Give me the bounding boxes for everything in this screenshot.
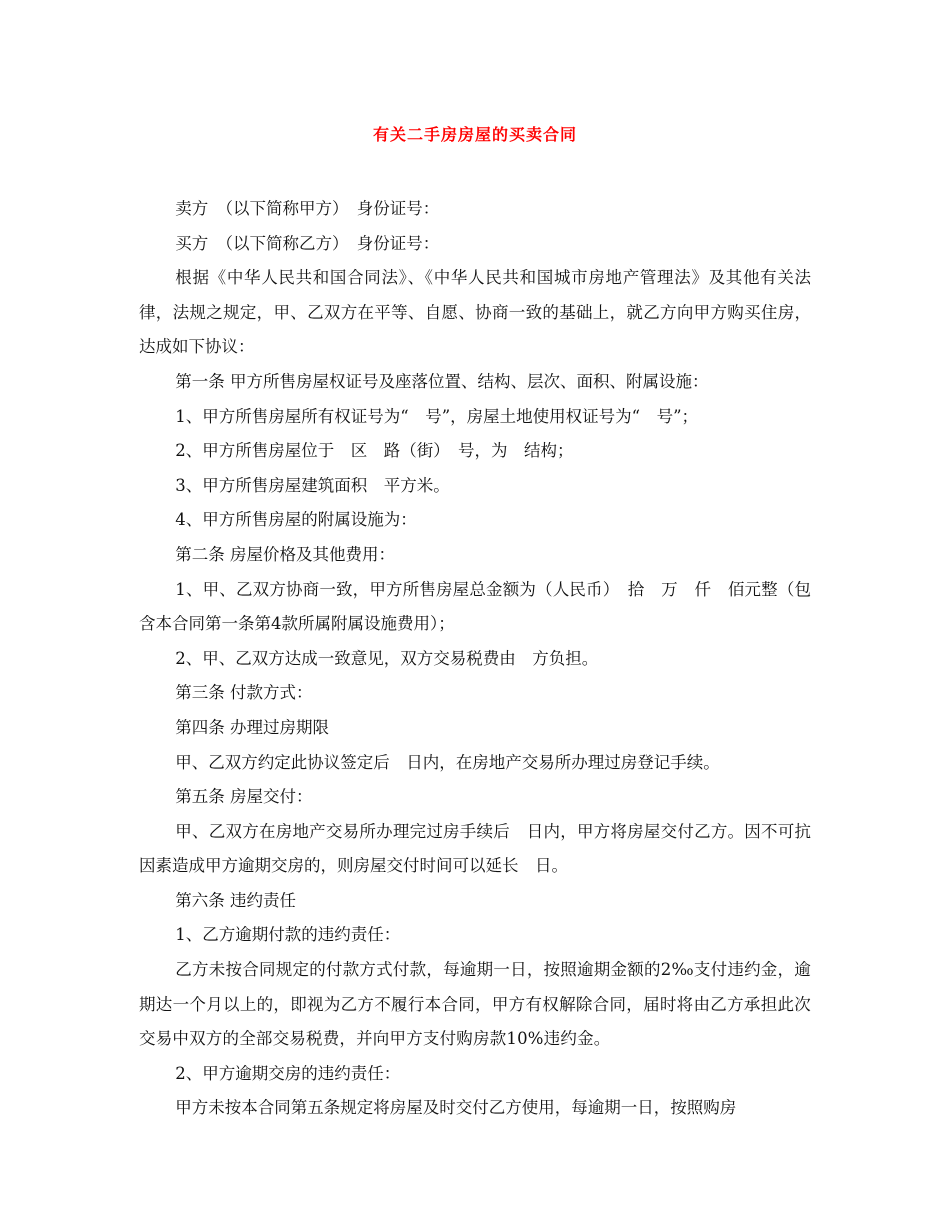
paragraph-article-2-item-1: 1、甲、乙双方协商一致，甲方所售房屋总金额为（人民币） 拾 万 仟 佰元整（包含本合同第一条第4款所属附属设施费用）；	[139, 579, 811, 634]
paragraph-buyer: 买方 （以下简称乙方） 身份证号：	[175, 233, 440, 253]
paragraph-article-1: 第一条 甲方所售房屋权证号及座落位置、结构、层次、面积、附属设施：	[175, 371, 709, 391]
paragraph-article-1-item-4: 4、甲方所售房屋的附属设施为：	[175, 510, 417, 530]
paragraph-article-4: 第四条 办理过房期限	[175, 717, 330, 737]
paragraph-article-6-item-2: 2、甲方逾期交房的违约责任：	[175, 1063, 401, 1083]
paragraph-article-6: 第六条 违约责任	[175, 890, 297, 910]
paragraph-article-2-item-2: 2、甲、乙双方达成一致意见，双方交易税费由 方负担。	[175, 648, 599, 668]
paragraph-article-6-item-1-text: 乙方未按合同规定的付款方式付款，每逾期一日，按照逾期金额的2‰支付违约金，逾期达一个月以上的，即视为乙方不履行本合同，甲方有权解除合同，届时将由乙方承担此次交易中双方的全部交易税费，并向甲方支付购房款10%违约金。	[139, 960, 811, 1049]
paragraph-article-6-item-1: 1、乙方逾期付款的违约责任：	[175, 925, 401, 945]
paragraph-article-6-item-2-text: 甲方未按本合同第五条规定将房屋及时交付乙方使用，每逾期一日，按照购房	[175, 1098, 737, 1118]
document-body	[139, 192, 811, 1126]
paragraph-article-1-item-2: 2、甲方所售房屋位于 区 路（街） 号，为 结构；	[175, 441, 574, 461]
paragraph-preamble: 根据《中华人民共和国合同法》、《中华人民共和国城市房地产管理法》及其他有关法律，法规之规定，甲、乙双方在平等、自愿、协商一致的基础上，就乙方向甲方购买住房，达成如下协议：	[139, 268, 811, 357]
paragraph-article-5-text: 甲、乙双方在房地产交易所办理完过房手续后 日内，甲方将房屋交付乙方。因不可抗因素造成甲方逾期交房的，则房屋交付时间可以延长 日。	[139, 821, 811, 876]
document-title: 有关二手房房屋的买卖合同	[372, 125, 577, 144]
paragraph-article-5: 第五条 房屋交付：	[175, 787, 313, 807]
paragraph-article-1-item-1: 1、甲方所售房屋所有权证号为“ 号”，房屋土地使用权证号为“ 号”；	[175, 406, 699, 426]
paragraph-article-1-item-3: 3、甲方所售房屋建筑面积 平方米。	[175, 475, 450, 495]
paragraph-article-2: 第二条 房屋价格及其他费用：	[175, 544, 396, 564]
paragraph-article-3: 第三条 付款方式：	[175, 683, 313, 703]
paragraph-article-4-text: 甲、乙双方约定此协议签定后 日内，在房地产交易所办理过房登记手续。	[175, 752, 720, 772]
paragraph-seller: 卖方 （以下简称甲方） 身份证号：	[175, 199, 440, 218]
